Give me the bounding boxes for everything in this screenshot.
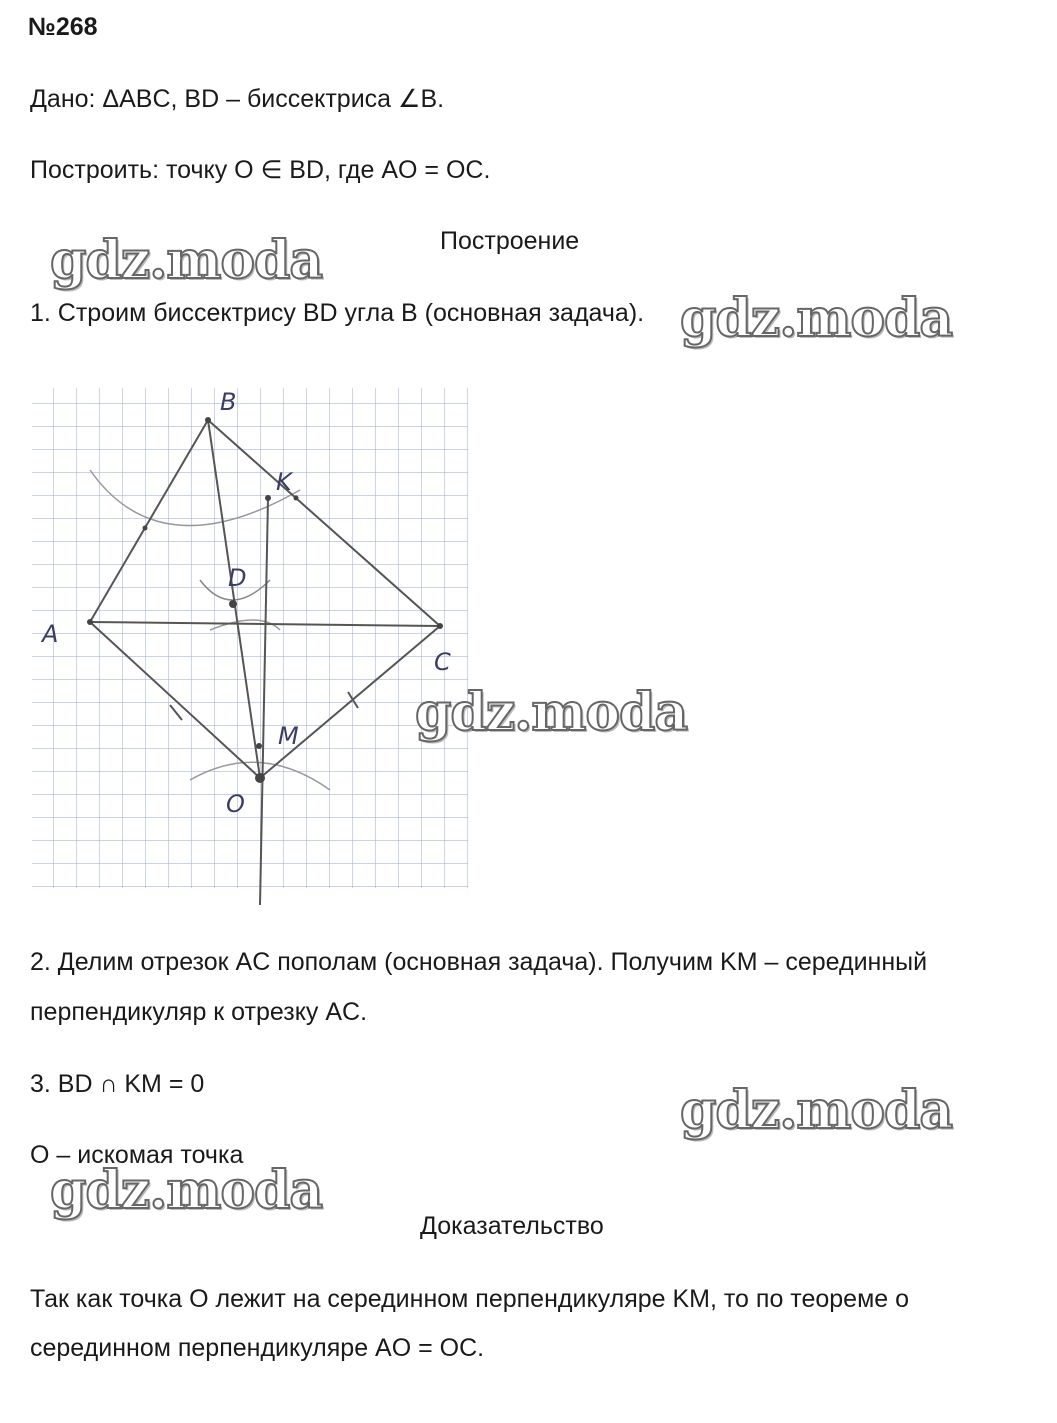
label-D: D [228,564,247,592]
step-1: 1. Строим биссектрису BD угла B (основная задача). [30,299,645,327]
proof-heading: Доказательство [420,1212,604,1240]
step-3: 3. BD ∩ KM = 0 [30,1070,205,1098]
point-B [205,417,211,423]
given-statement: Дано: ΔABC, BD – биссектриса ∠B. [30,85,445,113]
watermark-2: gdz.moda [680,288,953,349]
step-2-line-2: перпендикуляр к отрезку AC. [30,998,368,1026]
label-O: O [226,790,245,818]
point-D [229,600,237,608]
construction-heading: Построение [440,227,580,255]
watermark-5: gdz.moda [50,1160,323,1221]
label-K: K [276,468,292,496]
watermark-1: gdz.moda [50,230,323,291]
point-K [265,495,271,501]
label-C: C [434,648,451,676]
point-arc-1 [143,526,148,531]
step-2-line-1: 2. Делим отрезок AC пополам (основная задача). Получим KM – серединный [30,948,928,976]
point-O [255,773,265,783]
problem-number: №268 [28,13,98,41]
point-C [437,623,443,629]
point-A [87,619,93,625]
label-M: M [278,722,299,750]
watermark-4: gdz.moda [680,1080,953,1141]
label-A: A [42,620,59,648]
point-arc-2 [294,496,299,501]
watermark-3: gdz.moda [415,682,688,743]
label-B: B [220,388,237,416]
point-M [256,743,262,749]
result-statement: O – искомая точка [30,1141,244,1169]
proof-line-2: серединном перпендикуляре AO = OC. [30,1334,485,1362]
construction-figure [30,380,480,910]
construct-statement: Построить: точку O ∈ BD, где AO = OC. [30,156,491,184]
proof-line-1: Так как точка O лежит на серединном перпендикуляре KM, то по теореме о [30,1285,910,1313]
grid-paper [32,388,468,888]
